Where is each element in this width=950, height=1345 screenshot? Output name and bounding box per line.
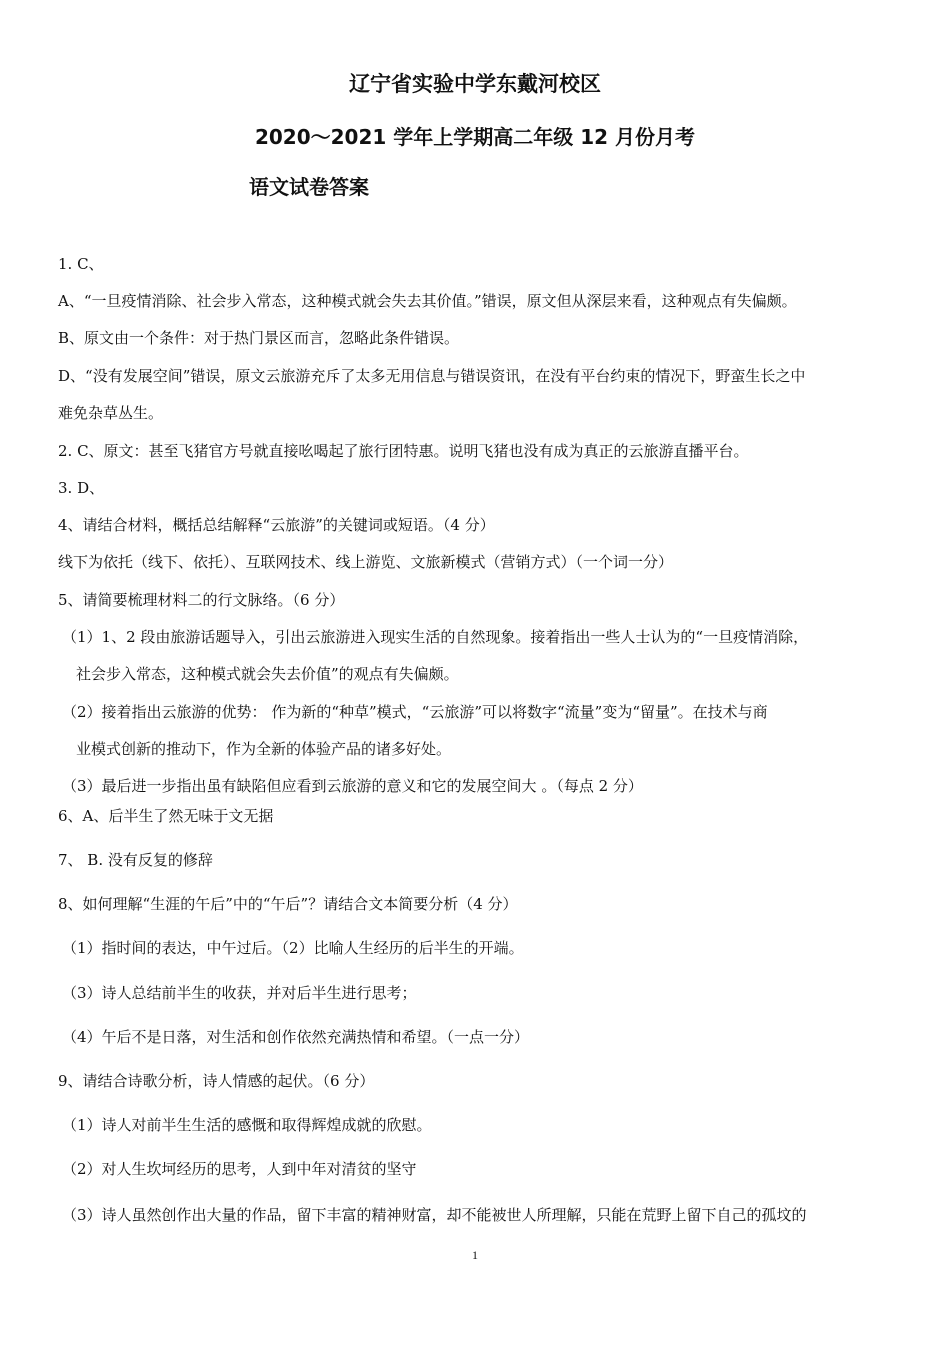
answer-line: 8、如何理解“生涯的午后”中的“午后”？请结合文本简要分析（4 分） — [58, 895, 518, 913]
answer-line: 难免杂草丛生。 — [58, 404, 164, 422]
answer-line: 社会步入常态，这种模式就会失去价值”的观点有失偏颇。 — [76, 665, 459, 683]
answer-line: 线下为依托（线下、依托）、互联网技术、线上游览、文旅新模式（营销方式）（一个词一分） — [58, 553, 674, 571]
answer-line: （1）指时间的表达，中午过后。（2）比喻人生经历的后半生的开端。 — [62, 939, 524, 957]
answer-line: 4、请结合材料，概括总结解释“云旅游”的关键词或短语。（4 分） — [58, 516, 495, 534]
answer-line: （3）最后进一步指出虽有缺陷但应看到云旅游的意义和它的发展空间大 。（每点 2 分） — [62, 777, 643, 795]
answer-line: （1）1、2 段由旅游话题导入，引出云旅游进入现实生活的自然现象。接着指出一些人士认为的“一旦疫情消除， — [62, 628, 809, 646]
answer-line: （2）接着指出云旅游的优势： 作为新的“种草”模式，“云旅游”可以将数字“流量”变为“留量”。在技术与商 — [62, 703, 768, 721]
answer-line: （1）诗人对前半生生活的感慨和取得辉煌成就的欣慰。 — [62, 1116, 432, 1134]
answer-line: 9、请结合诗歌分析，诗人情感的起伏。（6 分） — [58, 1072, 375, 1090]
answer-line: A、“一旦疫情消除、社会步入常态，这种模式就会失去其价值。”错误，原文但从深层来看，这种观点有失偏颇。 — [58, 292, 797, 310]
answer-line: （2）对人生坎坷经历的思考，人到中年对清贫的坚守 — [62, 1160, 417, 1178]
answer-line: （3）诗人虽然创作出大量的作品，留下丰富的精神财富，却不能被世人所理解，只能在荒野上留下自己的孤坟的 — [62, 1206, 807, 1224]
answer-line: （3）诗人总结前半生的收获，并对后半生进行思考； — [62, 984, 417, 1002]
answer-line: 5、请简要梳理材料二的行文脉络。（6 分） — [58, 591, 345, 609]
page-number: 1 — [472, 1248, 478, 1262]
answer-line: 3. D、 — [58, 479, 105, 497]
exam-title: 2020～2021 学年上学期高二年级 12 月份月考 — [254, 125, 696, 149]
answer-line: B、原文由一个条件：对于热门景区而言，忽略此条件错误。 — [58, 329, 460, 347]
answer-line: 2. C、原文：甚至飞猪官方号就直接吆喝起了旅行团特惠。说明飞猪也没有成为真正的云旅游直播平台。 — [58, 442, 749, 460]
answer-subtitle: 语文试卷答案 — [249, 175, 369, 199]
answer-line: 业模式创新的推动下，作为全新的体验产品的诸多好处。 — [76, 740, 452, 758]
answer-line: D、“没有发展空间”错误，原文云旅游充斥了太多无用信息与错误资讯，在没有平台约束的情况下，野蛮生长之中 — [58, 367, 806, 385]
answer-line: （4）午后不是日落，对生活和创作依然充满热情和希望。（一点一分） — [62, 1028, 530, 1046]
answer-line: 6、A、后半生了然无味于文无据 — [58, 807, 274, 825]
answer-line: 1. C、 — [58, 255, 104, 273]
school-title: 辽宁省实验中学东戴河校区 — [349, 72, 601, 96]
answer-line: 7、 B. 没有反复的修辞 — [58, 851, 213, 869]
